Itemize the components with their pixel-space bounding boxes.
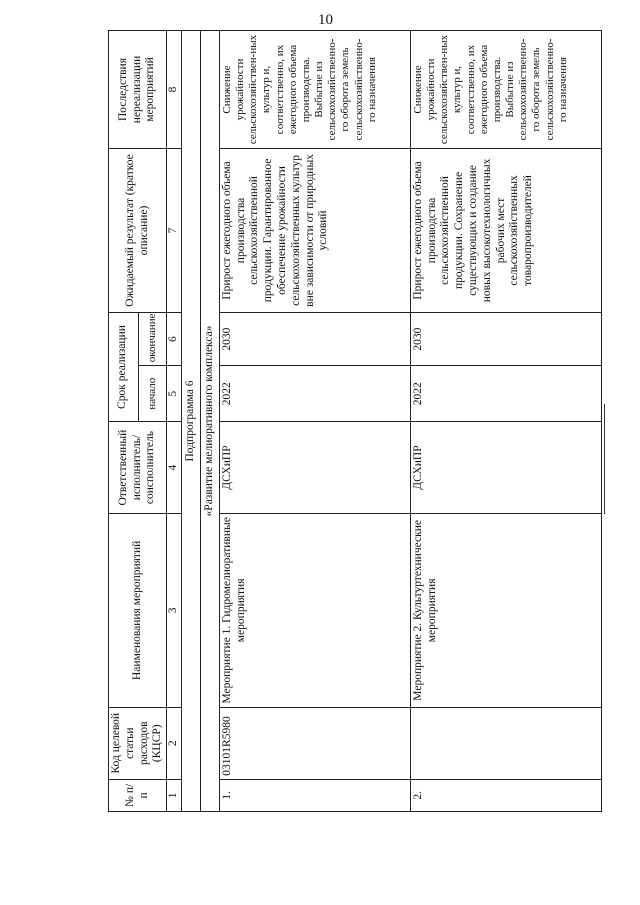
row-name: Мероприятие 2. Культуртехнические мероприятия	[410, 514, 601, 708]
row-no: 2.	[410, 779, 601, 811]
row-result: Прирост ежегодного объема производства сельскохозяйственной продукции. Сохранение существующих и создание новых высокотехнологичных рабочих мест сельскохозяйственных товаропроизводителей	[410, 149, 601, 313]
row-consequences: Снижение урожайности сельскохозяйствен-ных культур и, соответственно, их ежегодного объема производства. Выбытие из сельскохозяйственно-го оборота земель сельскохозяйственно-го назначения	[410, 31, 601, 149]
colnum-2: 2	[167, 707, 182, 779]
row-code: 03101R5980	[219, 707, 410, 779]
rotated-table-container	[108, 30, 640, 812]
scan-artifact-line	[604, 404, 605, 514]
row-no: 1.	[219, 779, 410, 811]
measures-table	[108, 30, 602, 812]
header-result: Ожидаемый результат (краткое описание)	[109, 149, 167, 313]
header-start: начало	[138, 366, 167, 422]
header-term: Срок реализации	[109, 312, 139, 421]
colnum-4: 4	[167, 422, 182, 514]
colnum-8: 8	[167, 31, 182, 149]
row-start: 2022	[410, 366, 601, 422]
header-name: Наименования мероприятий	[109, 514, 167, 708]
row-result: Прирост ежегодного объема производства сельскохозяйственной продукции. Гарантированное обеспечение урожайности сельскохозяйственных культур вне зависимости от природных условий	[219, 149, 410, 313]
colnum-5: 5	[167, 366, 182, 422]
colnum-1: 1	[167, 779, 182, 811]
row-end: 2030	[410, 312, 601, 365]
row-executor: ДСХиПР	[410, 422, 601, 514]
row-consequences: Снижение урожайности сельскохозяйствен-ных культур и, соответственно, их ежегодного объема производства. Выбытие из сельскохозяйственно-го оборота земель сельскохозяйственно-го назначения	[219, 31, 410, 149]
subprogram-subtitle-row	[200, 31, 219, 812]
header-row	[109, 31, 139, 812]
header-consequences: Последствия нереализации мероприятий	[109, 31, 167, 149]
row-executor: ДСХиПР	[219, 422, 410, 514]
subprogram-subtitle: «Развитие мелиоративного комплекса»	[200, 31, 219, 812]
header-no: № п/п	[109, 779, 167, 811]
header-code: Код целевой статьи расходов (КЦСР)	[109, 707, 167, 779]
header-executor: Ответственный исполнитель/ соисполнитель	[109, 422, 167, 514]
colnum-7: 7	[167, 149, 182, 313]
row-start: 2022	[219, 366, 410, 422]
page-number: 10	[318, 12, 333, 28]
table-row	[410, 31, 601, 812]
row-end: 2030	[219, 312, 410, 365]
header-end: окончание	[138, 312, 167, 365]
row-code	[410, 707, 601, 779]
column-numbers-row	[167, 31, 182, 812]
subprogram-title: Подпрограмма 6	[182, 31, 201, 812]
subprogram-title-row	[182, 31, 201, 812]
row-name: Мероприятие 1. Гидромелиоративные мероприятия	[219, 514, 410, 708]
table-row	[219, 31, 410, 812]
colnum-6: 6	[167, 312, 182, 365]
rotated-table	[108, 30, 640, 812]
colnum-3: 3	[167, 514, 182, 708]
